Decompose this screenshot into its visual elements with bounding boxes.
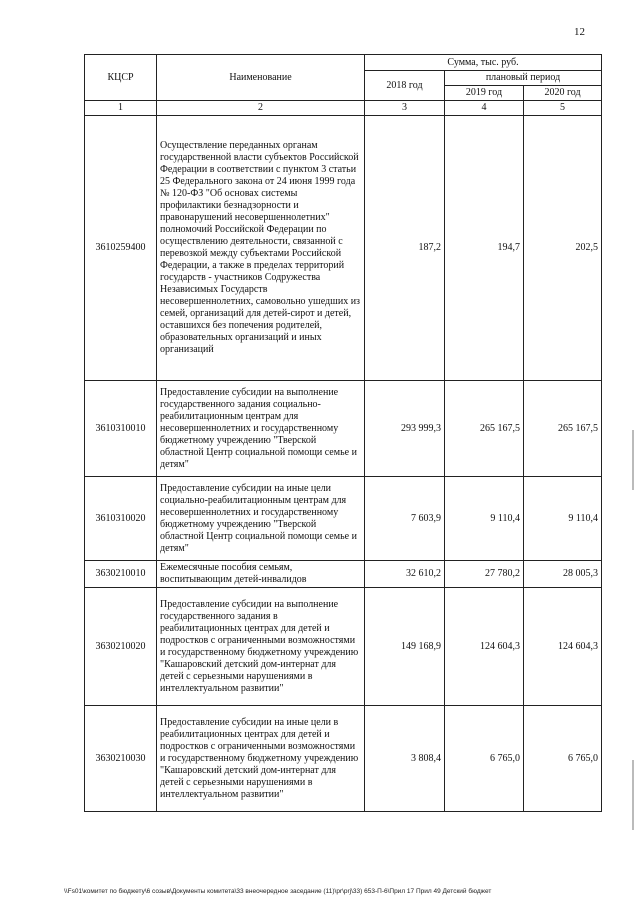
header-year-2019: 2019 год xyxy=(445,86,524,101)
row-value-2018: 7 603,9 xyxy=(365,477,445,561)
row-code: 3630210030 xyxy=(85,706,157,812)
row-value-2019: 6 765,0 xyxy=(445,706,524,812)
row-value-2018: 149 168,9 xyxy=(365,588,445,706)
header-code: КЦСР xyxy=(85,55,157,101)
header-name: Наименование xyxy=(157,55,365,101)
column-number: 1 xyxy=(85,101,157,116)
row-value-2019: 27 780,2 xyxy=(445,561,524,588)
row-value-2019: 9 110,4 xyxy=(445,477,524,561)
page-number: 12 xyxy=(574,26,585,38)
table-row xyxy=(85,116,602,381)
row-value-2019: 124 604,3 xyxy=(445,588,524,706)
header-year-2018: 2018 год xyxy=(365,71,445,101)
footer-file-path: \\Fs01\комитет по бюджету\6 созыв\Документы комитета\33 внеочередное заседание (11)\pr\prj\33) 653-П-6\Прил 17 Прил 49 Детский бюджет xyxy=(64,888,492,895)
row-value-2019: 194,7 xyxy=(445,116,524,381)
header-planning-period: плановый период xyxy=(445,71,602,86)
column-number: 2 xyxy=(157,101,365,116)
row-value-2018: 3 808,4 xyxy=(365,706,445,812)
row-code: 3610259400 xyxy=(85,116,157,381)
column-number: 5 xyxy=(524,101,602,116)
row-name: Предоставление субсидии на иные цели в реабилитационных центрах для детей и подростков с ограниченными возможностями и государственному бюджетному учреждению "Кашаровский детский дом-интернат для детей с серьезными нарушениями в интеллектуальном развитии" xyxy=(157,706,365,812)
header-sum: Сумма, тыс. руб. xyxy=(365,55,602,71)
header-year-2020: 2020 год xyxy=(524,86,602,101)
row-value-2018: 32 610,2 xyxy=(365,561,445,588)
row-value-2020: 28 005,3 xyxy=(524,561,602,588)
column-number-row xyxy=(85,101,602,116)
row-value-2020: 9 110,4 xyxy=(524,477,602,561)
row-code: 3630210020 xyxy=(85,588,157,706)
row-code: 3610310010 xyxy=(85,381,157,477)
row-name: Осуществление переданных органам государственной власти субъектов Российской Федерации в соответствии с пунктом 3 статьи 25 Федерального закона от 24 июня 1999 года № 120-ФЗ "Об основах системы профилактики безнадзорности и правонарушений несовершеннолетних" полномочий Российской Федерации по осуществлению деятельности, связанной с перевозкой между субъектами Российской Федерации, а также в пределах территорий государств - участников Содружества Независимых Государств несовершеннолетних, самовольно ушедших из семей, организаций для детей-сирот и детей, оставшихся без попечения родителей, образовательных организаций и иных организаций xyxy=(157,116,365,381)
row-value-2020: 202,5 xyxy=(524,116,602,381)
row-name: Предоставление субсидии на иные цели социально-реабилитационным центрам для несовершеннолетних и государственному бюджетному учреждению "Тверской областной Центр социальной помощи семье и детям" xyxy=(157,477,365,561)
scan-edge-mark xyxy=(632,430,634,490)
table-row xyxy=(85,561,602,588)
row-value-2020: 6 765,0 xyxy=(524,706,602,812)
row-name: Предоставление субсидии на выполнение государственного задания социально-реабилитационным центрам для несовершеннолетних и государственному бюджетному учреждению "Тверской областной Центр социальной помощи семье и детям" xyxy=(157,381,365,477)
row-value-2018: 187,2 xyxy=(365,116,445,381)
row-name: Предоставление субсидии на выполнение государственного задания в реабилитационных центрах для детей и подростков с ограниченными возможностями и государственному бюджетному учреждению "Кашаровский детский дом-интернат для детей с серьезными нарушениями в интеллектуальном развитии" xyxy=(157,588,365,706)
scan-edge-mark xyxy=(632,760,634,830)
row-value-2019: 265 167,5 xyxy=(445,381,524,477)
budget-table xyxy=(84,54,602,812)
row-code: 3630210010 xyxy=(85,561,157,588)
row-name: Ежемесячные пособия семьям, воспитывающим детей-инвалидов xyxy=(157,561,365,588)
row-value-2020: 265 167,5 xyxy=(524,381,602,477)
row-value-2018: 293 999,3 xyxy=(365,381,445,477)
table-row xyxy=(85,477,602,561)
table-row xyxy=(85,588,602,706)
column-number: 4 xyxy=(445,101,524,116)
row-value-2020: 124 604,3 xyxy=(524,588,602,706)
column-number: 3 xyxy=(365,101,445,116)
row-code: 3610310020 xyxy=(85,477,157,561)
table-row xyxy=(85,706,602,812)
table-row xyxy=(85,381,602,477)
